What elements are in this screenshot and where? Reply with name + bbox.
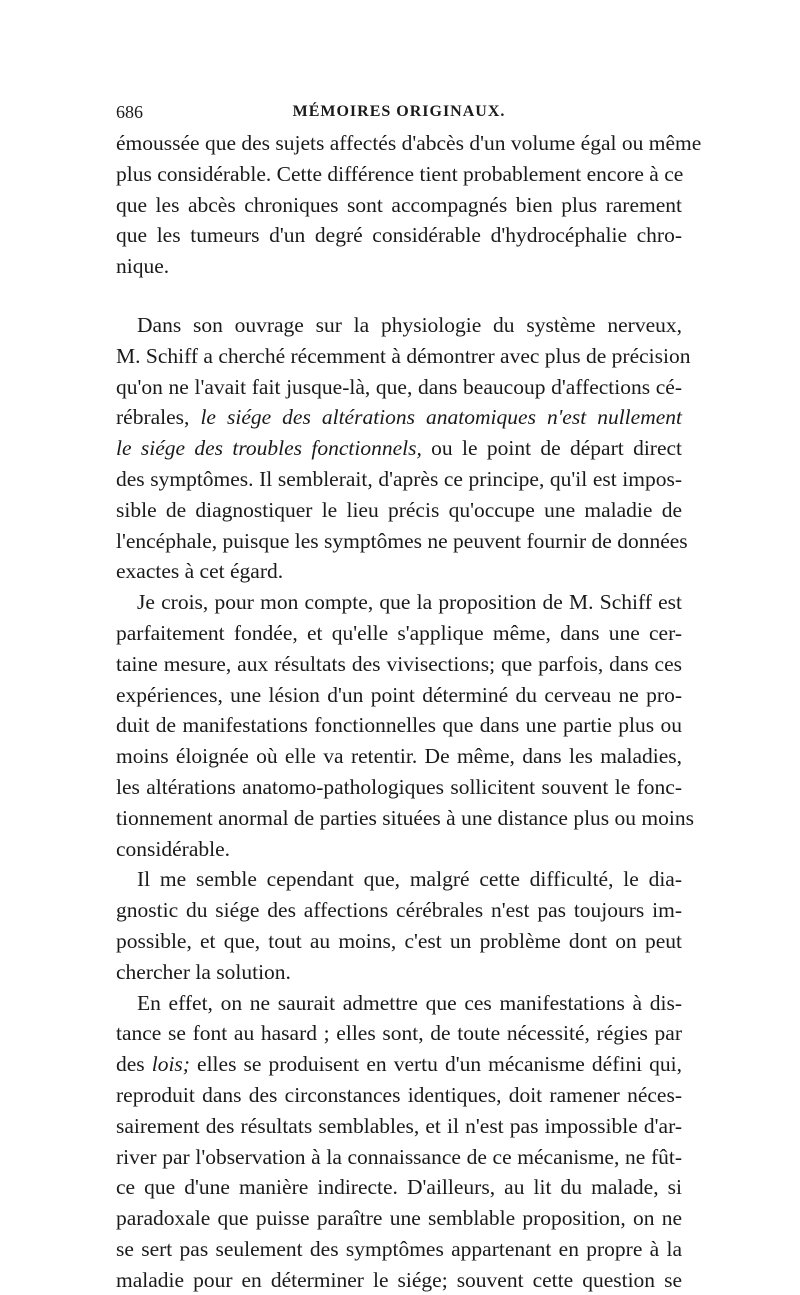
running-head	[116, 98, 682, 126]
italic-run: le siége des altérations anatomiques n'est nullement	[200, 405, 682, 430]
text-line: Je crois, pour mon compte, que la proposition de M. Schiff est	[137, 590, 682, 615]
text-line: tance se font au hasard ; elles sont, de toute nécessité, régies par	[116, 1021, 682, 1046]
text-line: M. Schiff a cherché récemment à démontrer avec plus de précision	[116, 343, 691, 368]
text-line: les altérations anatomo-pathologiques sollicitent souvent le fonc-	[116, 774, 682, 799]
paragraph	[116, 988, 682, 1295]
text-run: des	[116, 1052, 152, 1077]
text-line: sairement des résultats semblables, et il n'est pas impossible d'ar-	[116, 1113, 682, 1138]
text-line: émoussée que des sujets affectés d'abcès d'un volume égal ou même	[116, 131, 702, 155]
paragraph	[116, 864, 682, 987]
paragraph-gap	[116, 282, 682, 310]
text-line: ce que d'une manière indirecte. D'ailleurs, au lit du malade, si	[116, 1175, 682, 1200]
text-line: reproduit dans des circonstances identiques, doit ramener néces-	[116, 1082, 682, 1107]
text-line: river par l'observation à la connaissance de ce mécanisme, ne fût-	[116, 1144, 682, 1169]
text-line: expériences, une lésion d'un point déterminé du cerveau ne pro-	[116, 682, 682, 707]
paragraph	[116, 310, 691, 587]
text-line: tionnement anormal de parties situées à une distance plus ou moins	[116, 805, 694, 830]
text-line	[116, 1049, 682, 1080]
text-line	[116, 402, 682, 433]
text-run: rébrales,	[116, 405, 201, 430]
text-line: moins éloignée où elle va retentir. De même, dans les maladies,	[116, 744, 682, 769]
text-line: duit de manifestations fonctionnelles que dans une partie plus ou	[116, 713, 682, 738]
italic-run: lois;	[151, 1052, 190, 1077]
text-run: elles se produisent en vertu d'un mécanisme défini qui,	[189, 1052, 682, 1077]
text-line: sible de diagnostiquer le lieu précis qu'occupe une maladie de	[116, 497, 682, 522]
text-line: des symptômes. Il semblerait, d'après ce principe, qu'il est impos-	[116, 466, 682, 491]
text-line: parfaitement fondée, et qu'elle s'applique même, dans une cer-	[116, 620, 682, 645]
text-line: maladie pour en déterminer le siége; souvent cette question se	[116, 1267, 682, 1292]
body-text	[116, 128, 702, 1295]
text-run: ou le point de départ direct	[421, 436, 683, 461]
page-number: 686	[116, 102, 143, 122]
text-line: l'encéphale, puisque les symptômes ne peuvent fournir de données	[116, 528, 688, 553]
text-line: En effet, on ne saurait admettre que ces manifestations à dis-	[137, 990, 682, 1015]
paragraph	[116, 128, 702, 282]
paragraph	[116, 587, 694, 864]
text-line: paradoxale que puisse paraître une semblable proposition, on ne	[116, 1206, 682, 1231]
text-line: qu'on ne l'avait fait jusque-là, que, dans beaucoup d'affections cé-	[116, 374, 682, 399]
text-line: Il me semble cependant que, malgré cette difficulté, le dia-	[137, 867, 682, 892]
running-title: MÉMOIRES ORIGINAUX.	[292, 103, 506, 120]
text-line: que les tumeurs d'un degré considérable d'hydrocéphalie chro-	[116, 223, 682, 248]
text-line: chercher la solution.	[116, 959, 291, 984]
text-line: Dans son ouvrage sur la physiologie du système nerveux,	[137, 312, 682, 337]
text-line: nique.	[116, 254, 170, 279]
text-line: se sert pas seulement des symptômes appartenant en propre à la	[116, 1236, 682, 1261]
italic-run: le siége des troubles fonctionnels,	[116, 436, 422, 461]
text-line: que les abcès chroniques sont accompagnés bien plus rarement	[116, 192, 682, 217]
text-line: taine mesure, aux résultats des vivisections; que parfois, dans ces	[116, 651, 682, 676]
text-line: possible, et que, tout au moins, c'est un problème dont on peut	[116, 928, 682, 953]
text-line: plus considérable. Cette différence tient probablement encore à ce	[116, 161, 684, 186]
text-line: exactes à cet égard.	[116, 559, 284, 584]
text-line: gnostic du siége des affections cérébrales n'est pas toujours im-	[116, 898, 682, 923]
text-line: considérable.	[116, 836, 231, 861]
text-line	[116, 433, 682, 464]
